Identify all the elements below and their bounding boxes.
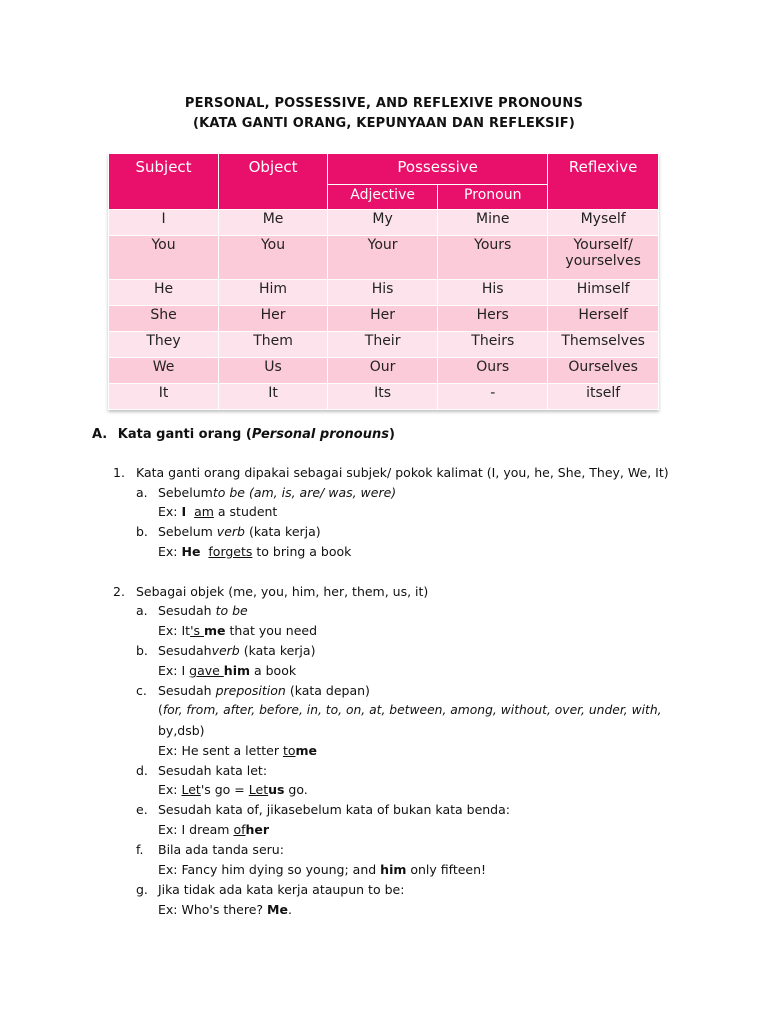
item2c-ex-pre: Ex: He sent a letter [158,743,283,758]
table-cell: His [438,280,548,306]
item1a-text: Sebelum [158,485,213,500]
table-cell: Hers [438,306,548,332]
item2g-example [158,902,292,917]
table-cell: Theirs [438,332,548,358]
item1b-italic: verb [216,524,245,539]
item1-number: 1. [113,465,125,480]
item2a-ex-pre: Ex: It [158,623,191,638]
item1b-ex-bold: He [181,544,201,559]
section-a-heading [92,427,395,442]
item2a-text: Sesudah [158,603,216,618]
table-cell: Me [219,210,328,236]
item1a-ex-bold: I [181,504,187,519]
table-cell: He [109,280,219,306]
item2c-ex-under: to [282,743,296,758]
header-reflexive: Reflexive [548,154,659,210]
item2-number: 2. [113,584,125,599]
table-cell: It [219,384,328,410]
item1-text: Kata ganti orang dipakai sebagai subjek/ pokok kalimat (I, you, he, She, They, We, It) [136,465,669,480]
item2e-text: Sesudah kata of, jikasebelum kata of bukan kata benda: [158,802,510,817]
item2f-ex-post: only fifteen! [406,862,487,877]
table-cell: Ours [438,358,548,384]
table-cell: His [328,280,438,306]
table-cell: She [109,306,219,332]
item1b-ex-pre: Ex: [158,544,182,559]
header-pronoun: Pronoun [438,185,548,210]
item1b-post: (kata kerja) [244,524,321,539]
item2c-ex-bold: me [295,743,318,758]
item2f-example [158,862,486,877]
table-row [109,384,659,410]
item2f-text: Bila ada tanda seru: [158,842,284,857]
table-cell: Him [219,280,328,306]
item2a-ex-bold: me [204,623,226,638]
item1b-example [158,544,351,559]
item2a-italic: to be [215,603,248,618]
item2d-ex-under: Let [181,782,201,797]
item2d-ex-bold: us [268,782,285,797]
item2a-letter: a. [136,603,148,618]
item2f-letter: f. [136,842,144,857]
item1a-ex-pre: Ex: [158,504,182,519]
item2d-example [158,782,308,797]
item2g-text: Jika tidak ada kata kerja ataupun to be: [158,882,405,897]
table-cell: Themselves [548,332,659,358]
table-cell: I [109,210,219,236]
item2a-ex-under: 's [190,623,205,638]
pronoun-table-body [109,210,659,410]
item1a-ex-under: am [194,504,214,519]
table-row [109,358,659,384]
item2c-italic: preposition [215,683,286,698]
item1b-ex-under: forgets [208,544,253,559]
table-cell: Us [219,358,328,384]
item2d-letter: d. [136,763,148,778]
item1b-ex-post: to bring a book [252,544,352,559]
header-possessive: Possessive [328,154,548,185]
item2c-list2: by,dsb) [158,723,205,738]
item1a-line [158,485,396,500]
item2c-line [158,683,370,698]
table-cell: My [328,210,438,236]
item2a-line [158,603,248,618]
table-cell: Them [219,332,328,358]
table-cell: itself [548,384,659,410]
table-cell: Its [328,384,438,410]
item2d-ex-mid: 's go = [200,782,249,797]
item2c-text: Sesudah [158,683,216,698]
table-cell: Yourself/ yourselves [548,236,659,280]
table-cell: Your [328,236,438,280]
table-cell: - [438,384,548,410]
item2c-list-text: for, from, after, before, in, to, on, at, between, among, without, over, under, with, [162,703,662,717]
item2b-ex-post: a book [250,663,297,678]
item1b-line [158,524,321,539]
item2e-ex-under: of [233,822,246,837]
item2b-text: Sesudah [158,643,212,658]
item2a-example [158,623,317,638]
table-row [109,280,659,306]
item2b-ex-bold: him [223,663,251,678]
table-row [109,236,659,280]
item2b-line [158,643,315,658]
table-cell: Her [219,306,328,332]
item2e-letter: e. [136,802,148,817]
item2g-ex-bold: Me [267,902,288,917]
item2c-list [158,703,662,717]
section-a-text: Kata ganti orang ( [117,427,252,442]
item2d-text: Sesudah kata let: [158,763,268,778]
table-cell: Her [328,306,438,332]
table-cell: Myself [548,210,659,236]
item2e-ex-pre: Ex: I dream [158,822,234,837]
item2a-ex-post: that you need [225,623,318,638]
table-row [109,306,659,332]
section-a-close: ) [388,427,395,442]
item2c-example [158,743,317,758]
section-a-letter: A. [92,427,108,442]
item2c-list-open: ( [158,703,163,717]
item2f-ex-pre: Ex: Fancy him dying so young; and [158,862,381,877]
item2d-ex-under2: Let [248,782,269,797]
item2b-ex-pre: Ex: I [158,663,190,678]
item2e-example [158,822,269,837]
table-cell: They [109,332,219,358]
table-cell: Their [328,332,438,358]
item2g-letter: g. [136,882,148,897]
document-title-line1: PERSONAL, POSSESSIVE, AND REFLEXIVE PRONOUNS [184,96,584,111]
section-a-italic: Personal pronouns [251,427,389,442]
table-cell: You [109,236,219,280]
item2d-ex-post: go. [284,782,308,797]
table-cell: Ourselves [548,358,659,384]
document-title-line2: (KATA GANTI ORANG, KEPUNYAAN DAN REFLEKSIF) [193,116,575,131]
header-subject: Subject [109,154,219,210]
table-cell: Herself [548,306,659,332]
item1a-ex-post: a student [213,504,278,519]
item1a-italic: to be (am, is, are/ was, were) [212,485,397,500]
item2g-ex-post: . [287,902,292,917]
item2e-ex-bold: her [245,822,270,837]
item1a-example [158,504,277,519]
item2f-ex-bold: him [380,862,407,877]
table-cell: It [109,384,219,410]
item2g-ex-pre: Ex: Who's there? [158,902,268,917]
table-row [109,210,659,236]
item2c-post: (kata depan) [285,683,370,698]
item2b-post: (kata kerja) [239,643,316,658]
table-cell: We [109,358,219,384]
item2b-ex-under: gave [189,663,224,678]
item2c-letter: c. [136,683,147,698]
table-cell: You [219,236,328,280]
table-row [109,332,659,358]
item1b-text: Sebelum [158,524,217,539]
table-cell: Himself [548,280,659,306]
table-cell: Our [328,358,438,384]
table-cell: Yours [438,236,548,280]
item1a-letter: a. [136,485,148,500]
item2-text: Sebagai objek (me, you, him, her, them, us, it) [136,584,429,599]
pronoun-table [108,153,659,410]
item2d-ex-pre: Ex: [158,782,182,797]
item2b-italic: verb [211,643,240,658]
item2b-letter: b. [136,643,148,658]
item1b-letter: b. [136,524,148,539]
item2b-example [158,663,296,678]
table-cell: Mine [438,210,548,236]
header-object: Object [219,154,328,210]
header-adjective: Adjective [328,185,438,210]
